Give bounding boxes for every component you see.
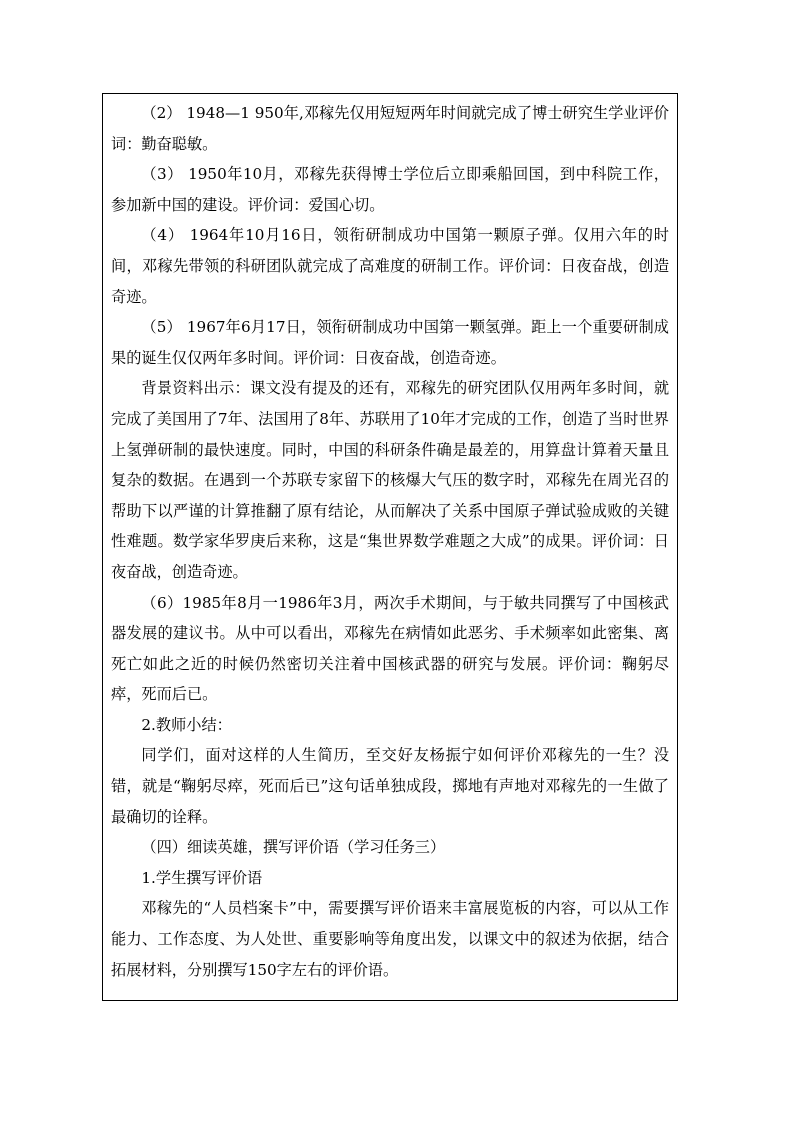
paragraph-item-2: （2） 1948—1 950年,邓稼先仅用短短两年时间就完成了博士研究生学业评价词：勤奋聪敏。: [111, 104, 669, 153]
heading-section-four: （四）细读英雄，撰写评价语（学习任务三）: [141, 838, 446, 857]
paragraph-item-5: （5） 1967年6月17日，领衔研制成功中国第一颗氢弹。距上一个重要研制成果的诞生仅仅两年多时间。评价词：日夜奋战，创造奇迹。: [111, 318, 669, 367]
heading-student-writing: 1.学生撰写评价语: [141, 868, 263, 887]
paragraph-item-3: （3） 1950年10月，邓稼先获得博士学位后立即乘船回国，到中科院工作，参加新中国的建设。评价词：爱国心切。: [111, 165, 669, 214]
heading-teacher-summary: 2.教师小结：: [141, 715, 232, 734]
paragraph-writing-task: 邓稼先的“人员档案卡”中，需要撰写评价语来丰富展览板的内容，可以从工作能力、工作态度、为人处世、重要影响等角度出发，以课文中的叙述为依据，结合拓展材料，分别撰写150字左右的评价语。: [111, 899, 669, 979]
paragraph-item-4: （4） 1964年10月16日，领衔研制成功中国第一颗原子弹。仅用六年的时间，邓稼先带领的科研团队就完成了高难度的研制工作。评价词：日夜奋战，创造奇迹。: [111, 226, 669, 306]
paragraph-teacher-summary: 同学们，面对这样的人生简历，至交好友杨振宁如何评价邓稼先的一生？没错，就是“鞠躬尽瘁，死而后已”这句话单独成段，掷地有声地对邓稼先的一生做了最确切的诠释。: [111, 746, 669, 826]
paragraph-background-material: 背景资料出示：课文没有提及的还有，邓稼先的研究团队仅用两年多时间，就完成了美国用了7年、法国用了8年、苏联用了10年才完成的工作，创造了当时世界上氢弹研制的最快速度。同时，中国的科研条件确是最差的，用算盘计算着天量且复杂的数据。在遇到一个苏联专家留下的核爆大气压的数字时，邓稼先在周光召的帮助下以严谨的计算推翻了原有结论，从而解决了关系中国原子弹试验成败的关键性难题。数学家华罗庚后来称，这是“集世界数学难题之大成”的成果。评价词：日夜奋战，创造奇迹。: [111, 379, 669, 581]
table-cell: [102, 93, 678, 1001]
paragraph-item-6: （6）1985年8月一1986年3月，两次手术期间，与于敏共同撰写了中国核武器发展的建议书。从中可以看出，邓稼先在病情如此恶劣、手术频率如此密集、离死亡如此之近的时候仍然密切关注着中国核武器的研究与发展。评价词：鞠躬尽瘁，死而后已。: [111, 593, 669, 704]
